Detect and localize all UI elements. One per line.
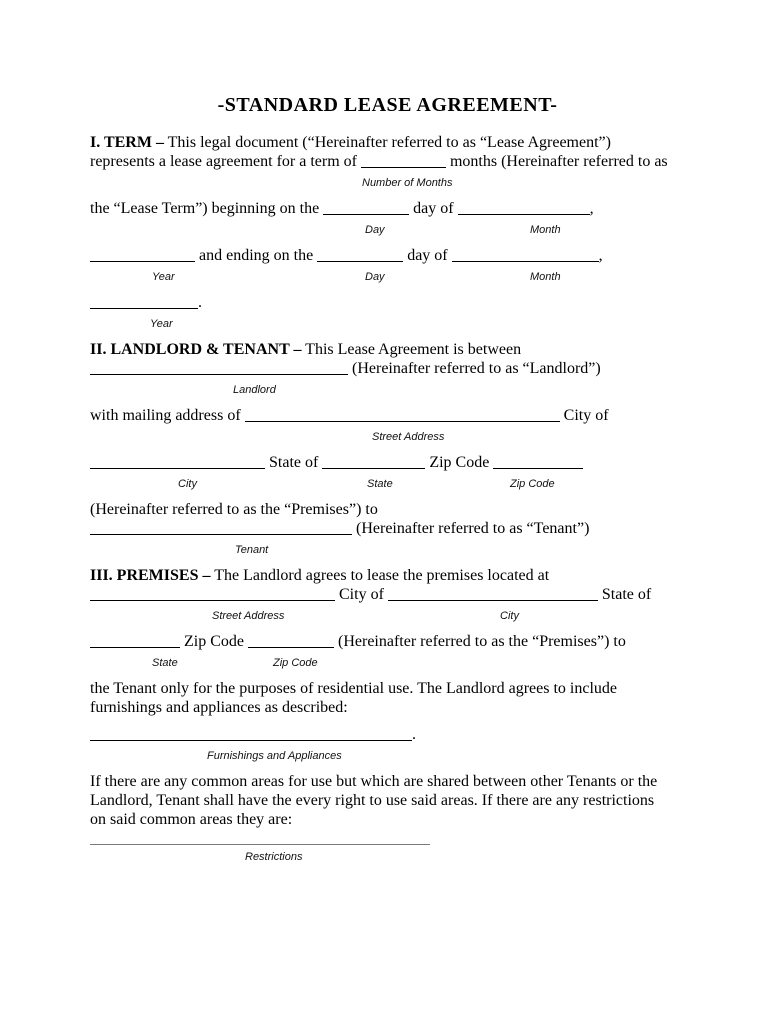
term-begin-comma: ,	[589, 200, 594, 217]
landlord-tenant-intro-line	[90, 340, 685, 359]
landlord-name-post: (Hereinafter referred to as “Landlord”)	[348, 360, 601, 377]
blank-restrictions[interactable]	[90, 843, 430, 845]
field-label-end-year: Year	[150, 318, 173, 330]
blank-premises-state[interactable]	[90, 632, 180, 648]
landlord-city-state-zip-line	[90, 453, 685, 472]
term-intro-line	[90, 133, 685, 152]
label-row	[90, 656, 685, 670]
blank-landlord-city[interactable]	[90, 453, 265, 469]
field-label-tenant: Tenant	[235, 544, 269, 556]
section-term	[90, 133, 685, 331]
blank-furnishings[interactable]	[90, 725, 412, 741]
label-row	[90, 609, 685, 623]
landlord-zip-code-text: Zip Code	[425, 454, 494, 471]
label-row	[90, 270, 685, 284]
mailing-address-line	[90, 406, 685, 425]
term-months-pre: represents a lease agreement for a term of	[90, 153, 361, 170]
field-label-begin-day: Day	[365, 224, 385, 236]
blank-landlord-name[interactable]	[90, 359, 348, 375]
blank-begin-year[interactable]	[90, 246, 195, 262]
label-row	[90, 223, 685, 237]
label-row	[90, 176, 685, 190]
field-label-landlord-zip: Zip Code	[510, 478, 555, 490]
section-premises	[90, 566, 685, 864]
premises-to-text: (Hereinafter referred to as the “Premises”) to	[334, 633, 626, 650]
premises-state-of: State of	[597, 586, 652, 603]
premises-intro-line	[90, 566, 685, 585]
blank-premises-street-address[interactable]	[90, 585, 335, 601]
field-label-premises-zip: Zip Code	[273, 657, 318, 669]
common-areas-paragraph	[90, 772, 685, 829]
field-label-furnishings: Furnishings and Appliances	[207, 750, 342, 762]
premises-state-zip-line	[90, 632, 685, 651]
section-landlord-tenant	[90, 340, 685, 557]
term-months-line	[90, 152, 685, 171]
term-begin-mid: day of	[409, 200, 458, 217]
field-label-restrictions: Restrictions	[245, 851, 303, 863]
mailing-post: City of	[559, 407, 609, 424]
label-row	[90, 543, 685, 557]
landlord-tenant-intro-text: This Lease Agreement is between	[301, 341, 522, 358]
blank-premises-city[interactable]	[388, 585, 598, 601]
common-areas-line-2: Landlord, Tenant shall have the every right to use said areas. If there are any restrictions	[90, 792, 655, 809]
field-label-end-day: Day	[365, 271, 385, 283]
premises-city-of: City of	[335, 586, 388, 603]
term-begin-pre: the “Lease Term”) beginning on the	[90, 200, 324, 217]
common-areas-line-1: If there are any common areas for use but which are shared between other Tenants or the	[90, 773, 658, 790]
residential-use-line-1: the Tenant only for the purposes of residential use. The Landlord agrees to include	[90, 680, 618, 697]
landlord-premises-to-line: (Hereinafter referred to as the “Premises”) to	[90, 501, 378, 518]
field-label-begin-year: Year	[152, 271, 175, 283]
blank-end-year[interactable]	[90, 293, 198, 309]
label-row	[90, 477, 685, 491]
term-begin-line	[90, 199, 685, 218]
field-label-landlord: Landlord	[233, 384, 276, 396]
blank-end-day[interactable]	[317, 246, 403, 262]
landlord-state-of: State of	[265, 454, 323, 471]
mailing-pre: with mailing address of	[90, 407, 245, 424]
term-end-period: .	[198, 294, 202, 311]
label-row	[90, 850, 685, 864]
field-label-premises-street-address: Street Address	[212, 610, 285, 622]
blank-end-month[interactable]	[452, 246, 599, 262]
blank-begin-month[interactable]	[458, 199, 590, 215]
field-label-landlord-street-address: Street Address	[372, 431, 445, 443]
field-label-number-of-months: Number of Months	[362, 177, 453, 189]
blank-tenant-name[interactable]	[90, 519, 352, 535]
label-row	[90, 383, 685, 397]
tenant-name-post: (Hereinafter referred to as “Tenant”)	[352, 520, 590, 537]
term-end-mid1: and ending on the	[195, 247, 318, 264]
field-label-premises-city: City	[500, 610, 519, 622]
label-row	[90, 749, 685, 763]
label-row	[90, 430, 685, 444]
blank-landlord-state[interactable]	[322, 453, 425, 469]
term-heading: I. TERM –	[90, 134, 164, 151]
landlord-tenant-heading: II. LANDLORD & TENANT –	[90, 341, 302, 358]
blank-begin-day[interactable]	[323, 199, 409, 215]
term-end-line	[90, 246, 685, 265]
field-label-premises-state: State	[152, 657, 178, 669]
blank-landlord-zip[interactable]	[493, 453, 583, 469]
field-label-landlord-state: State	[367, 478, 393, 490]
premises-zip-code-text: Zip Code	[180, 633, 248, 650]
premises-intro-text: The Landlord agrees to lease the premises located at	[210, 567, 550, 584]
furnishings-line	[90, 725, 685, 744]
field-label-begin-month: Month	[530, 224, 561, 236]
residential-use-paragraph	[90, 679, 685, 717]
common-areas-line-3: on said common areas they are:	[90, 811, 293, 828]
premises-address-line	[90, 585, 685, 604]
tenant-name-line	[90, 519, 685, 538]
blank-number-of-months[interactable]	[361, 152, 446, 168]
field-label-end-month: Month	[530, 271, 561, 283]
landlord-name-line	[90, 359, 685, 378]
term-months-post: months (Hereinafter referred to as	[445, 153, 668, 170]
term-intro-text: This legal document (“Hereinafter referred to as “Lease Agreement”)	[163, 134, 611, 151]
term-end-year-line	[90, 293, 685, 312]
label-row	[90, 317, 685, 331]
blank-premises-zip[interactable]	[248, 632, 334, 648]
term-end-comma: ,	[598, 247, 603, 264]
blank-landlord-street-address[interactable]	[245, 406, 560, 422]
premises-heading: III. PREMISES –	[90, 567, 211, 584]
residential-use-line-2: furnishings and appliances as described:	[90, 699, 348, 716]
furnishings-period: .	[412, 726, 416, 743]
page-title: -STANDARD LEASE AGREEMENT-	[217, 94, 558, 116]
field-label-landlord-city: City	[178, 478, 197, 490]
term-end-mid2: day of	[403, 247, 452, 264]
